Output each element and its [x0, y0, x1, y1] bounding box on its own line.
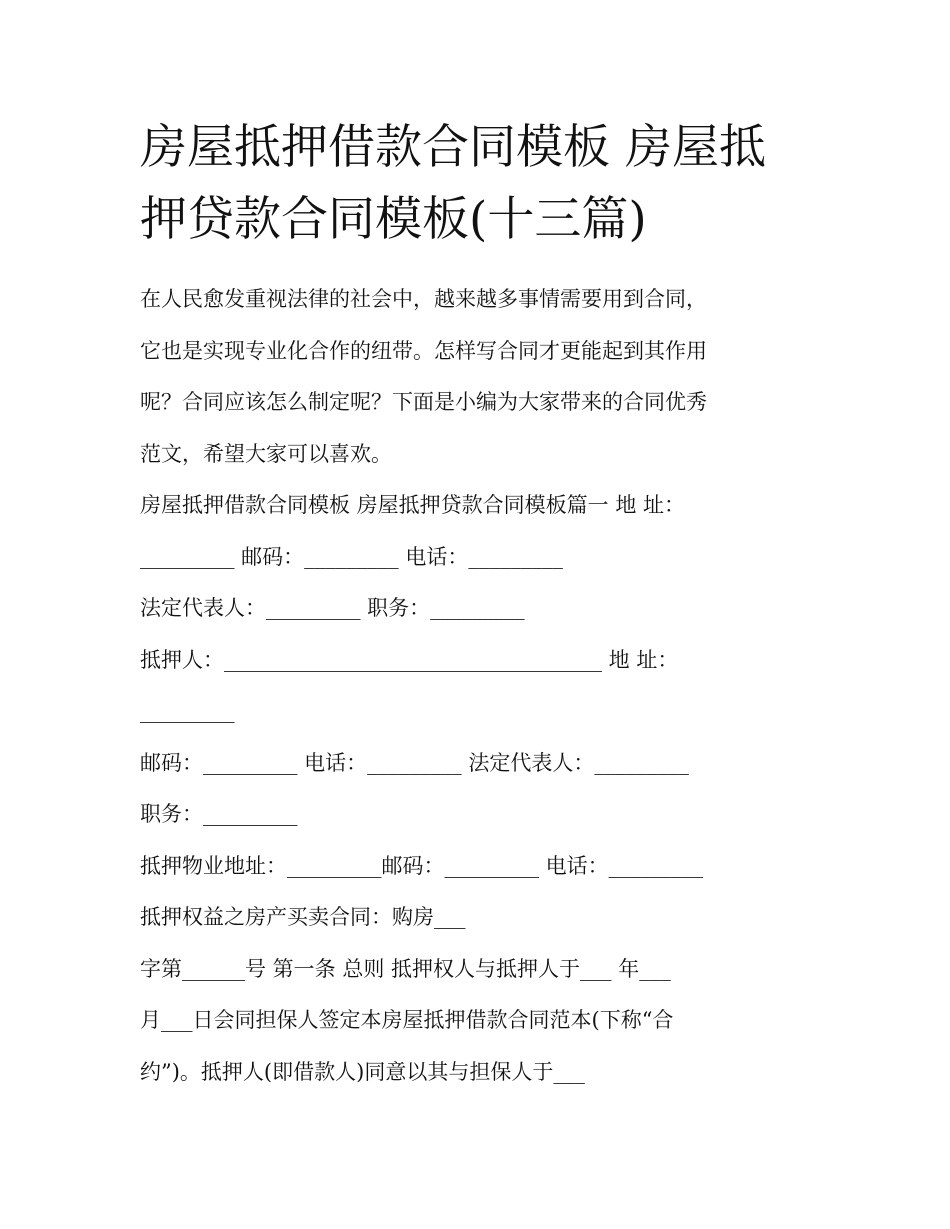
title-line-1: 房屋抵押借款合同模板 房屋抵	[140, 120, 766, 175]
body-line: _________	[140, 699, 235, 723]
body-line: 在人民愈发重视法律的社会中，越来越多事情需要用到合同，	[140, 287, 707, 311]
body-line: 抵押物业地址：_________邮码：_________ 电话：_________	[140, 853, 704, 878]
document-title	[140, 112, 830, 256]
body-line: 呢？合同应该怎么制定呢？下面是小编为大家带来的合同优秀	[140, 390, 707, 414]
document-body	[140, 274, 840, 1098]
body-line: 房屋抵押借款合同模板 房屋抵押贷款合同模板篇一 地 址：	[140, 493, 686, 517]
body-line: 抵押权益之房产买卖合同：购房___	[140, 905, 466, 929]
body-line: 抵押人：____________________________________ 地 址：	[140, 647, 679, 672]
body-line: 字第______号 第一条 总则 抵押权人与抵押人于___ 年___	[140, 956, 671, 981]
body-line: 月___日会同担保人签定本房屋抵押借款合同范本(下称“合	[140, 1008, 674, 1032]
title-line-2: 押贷款合同模板(十三篇)	[140, 192, 647, 247]
body-line: 职务：_________	[140, 802, 298, 826]
body-line: 法定代表人：_________ 职务：_________	[140, 596, 525, 620]
body-line: _________ 邮码：_________ 电话：_________	[140, 544, 563, 569]
body-line: 它也是实现专业化合作的纽带。怎样写合同才更能起到其作用	[140, 338, 707, 363]
body-line: 约”)。抵押人(即借款人)同意以其与担保人于___	[140, 1059, 585, 1084]
body-line: 范文，希望大家可以喜欢。	[140, 441, 392, 466]
body-line: 邮码：_________ 电话：_________ 法定代表人：_________	[140, 750, 689, 775]
